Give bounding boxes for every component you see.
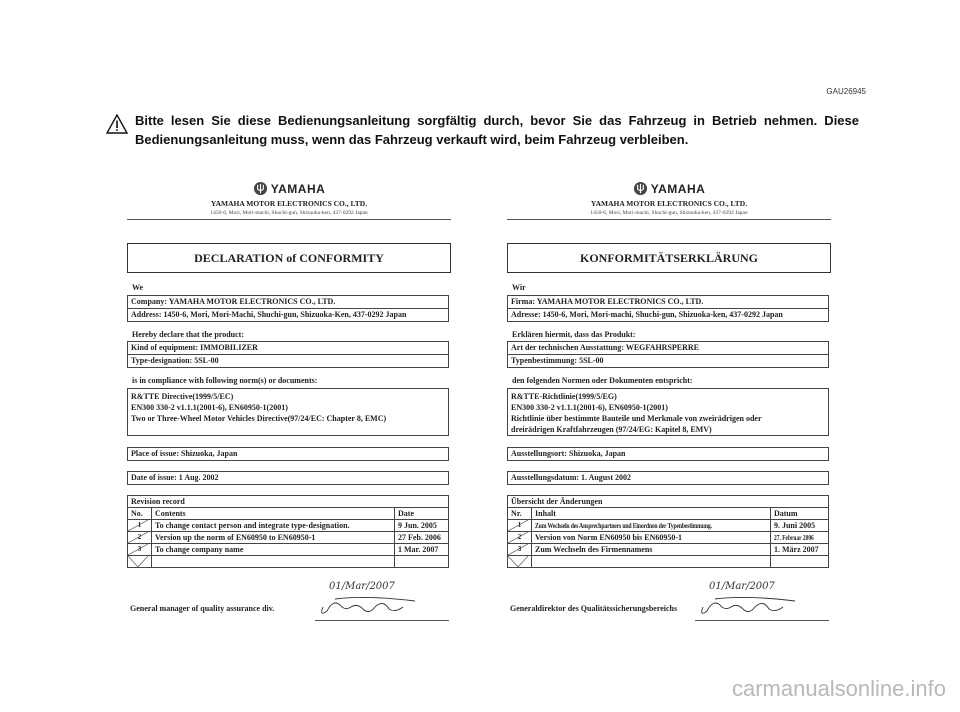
- kind-line: Art der technischen Ausstattung: WEGFAHRSPERRE: [508, 342, 828, 355]
- declaration-panel-english: [127, 180, 451, 620]
- place-of-issue: Ausstellungsort: Shizuoka, Japan: [511, 449, 626, 458]
- compliance-label: den folgenden Normen oder Dokumenten entspricht:: [512, 376, 693, 385]
- revision-table: [507, 495, 829, 568]
- norms-box: [127, 388, 449, 436]
- table-row-empty: [508, 556, 829, 568]
- place-box: [507, 447, 829, 461]
- header-date: Date: [395, 508, 449, 520]
- header-no: No.: [128, 508, 152, 520]
- date-box: [507, 471, 829, 485]
- header-no: Nr.: [508, 508, 532, 520]
- company-line: Firma: YAMAHA MOTOR ELECTRONICS CO., LTD.: [508, 296, 828, 309]
- warning-icon: [106, 114, 128, 134]
- company-line: Company: YAMAHA MOTOR ELECTRONICS CO., LTD.: [128, 296, 448, 309]
- date-box: [127, 471, 449, 485]
- handwritten-date: 01/Mar/2007: [709, 581, 775, 592]
- header-contents: Inhalt: [532, 508, 771, 520]
- row-number: 1: [517, 521, 522, 529]
- signatory-title: General manager of quality assurance div.: [130, 604, 275, 613]
- place-of-issue: Place of issue: Shizuoka, Japan: [131, 449, 238, 458]
- row-number: 2: [517, 533, 522, 541]
- logo-text: YAMAHA: [650, 181, 706, 196]
- table-row: [128, 532, 449, 544]
- row-number: 3: [137, 545, 142, 553]
- row-number: 1: [137, 521, 142, 529]
- row-number: 2: [137, 533, 142, 541]
- handwritten-date: 01/Mar/2007: [329, 581, 395, 592]
- declaration-title: KONFORMITÄTSERKLÄRUNG: [507, 243, 831, 273]
- company-box: [507, 295, 829, 322]
- norm-item: dreirädrigen Kraftfahrzeugen (97/24/EG: Kapitel 8, EMV): [511, 425, 712, 434]
- company-address: 1450-6, Mori, Mori-machi, Shuchi-gun, Shizuoka-ken, 437-0292 Japan: [590, 210, 748, 216]
- norms-list: [128, 389, 448, 426]
- table-row: [508, 520, 829, 532]
- norm-item: Richtlinie über bestimmte Bauteile und Merkmale von zweirädrigen oder: [511, 414, 762, 423]
- signature-line: [315, 620, 449, 621]
- row-contents: Zum Wechseln des Firmennamens: [532, 544, 771, 556]
- safety-notice: Bitte lesen Sie diese Bedienungsanleitung sorgfältig durch, bevor Sie das Fahrzeug in Betrieb nehmen. Diese Bedienungsanleitung muss, wenn das Fahrzeug verkauft wird, beim Fahrzeug verbleiben.: [135, 113, 859, 147]
- company-address: 1450-6, Mori, Mori-machi, Shuchi-gun, Shizuoka-ken, 437-0292 Japan: [210, 210, 368, 216]
- row-date: 1 Mar. 2007: [395, 544, 449, 556]
- revision-table: [127, 495, 449, 568]
- header-divider: [507, 219, 831, 220]
- table-row: [128, 544, 449, 556]
- compliance-label: is in compliance with following norm(s) or documents:: [132, 376, 318, 385]
- signature-line: [695, 620, 829, 621]
- revision-header-row: [128, 508, 449, 520]
- row-number: 3: [517, 545, 522, 553]
- norm-item: Two or Three-Wheel Motor Vehicles Directive(97/24/EC: Chapter 8, EMC): [131, 414, 387, 423]
- norm-item: R&TTE Directive(1999/5/EC): [131, 392, 234, 401]
- norm-item: EN300 330-2 v1.1.1(2001-6), EN60950-1(2001): [131, 403, 288, 412]
- logo-text: YAMAHA: [270, 181, 326, 196]
- type-line: Type-designation: 5SL-00: [131, 356, 219, 365]
- table-row: [508, 544, 829, 556]
- address-line: Address: 1450-6, Mori, Mori-Machi, Shuchi-gun, Shizuoka-Ken, 437-0292 Japan: [131, 310, 407, 319]
- row-date: 9 Jun. 2005: [395, 520, 449, 532]
- product-box: [127, 341, 449, 368]
- row-date: 9. Juni 2005: [770, 520, 828, 532]
- address-line: Adresse: 1450-6, Mori, Mori-machi, Shuchi-gun, Shizuoka-ken, 437-0292 Japan: [511, 310, 783, 319]
- declaration-title: DECLARATION of CONFORMITY: [127, 243, 451, 273]
- handwritten-signature: [305, 577, 445, 621]
- hereby-label: Hereby declare that the product:: [132, 330, 244, 339]
- row-contents: Version von Norm EN60950 bis EN60950-1: [532, 532, 771, 544]
- company-name: YAMAHA MOTOR ELECTRONICS CO., LTD.: [210, 199, 368, 208]
- revision-title: Revision record: [128, 496, 449, 508]
- yamaha-logo: [507, 181, 831, 196]
- norm-item: EN300 330-2 v1.1.1(2001-6), EN60950-1(2001): [511, 403, 668, 412]
- we-label: We: [132, 283, 144, 292]
- product-box: [507, 341, 829, 368]
- row-contents: To change contact person and integrate type-designation.: [152, 520, 395, 532]
- row-contents: Zum Wechseln des Ansprechpartners und Einordnen der Typenbestimmung.: [535, 522, 712, 530]
- norms-list: [508, 389, 828, 437]
- document-code: GAU26945: [826, 87, 866, 96]
- type-line: Typenbestimmung: 5SL-00: [511, 356, 604, 365]
- tuning-fork-emblem-icon: [253, 181, 268, 196]
- date-of-issue: Date of issue: 1 Aug. 2002: [131, 473, 219, 482]
- company-name: YAMAHA MOTOR ELECTRONICS CO., LTD.: [590, 199, 748, 208]
- kind-line: Kind of equipment: IMMOBILIZER: [128, 342, 448, 355]
- place-box: [127, 447, 449, 461]
- watermark: carmanualsonline.info: [731, 676, 946, 701]
- row-date: 27 Feb. 2006: [395, 532, 449, 544]
- revision-title-row: [128, 496, 449, 508]
- table-row-empty: [128, 556, 449, 568]
- row-contents: To change company name: [152, 544, 395, 556]
- norm-item: R&TTE-Richtlinie(1999/5/EG): [511, 392, 617, 401]
- signatory-title: Generaldirektor des Qualitätssicherungsbereichs: [510, 604, 678, 613]
- table-row: [128, 520, 449, 532]
- revision-title: Übersicht der Änderungen: [508, 496, 829, 508]
- company-box: [127, 295, 449, 322]
- row-date: 1. März 2007: [770, 544, 828, 556]
- declaration-panel-german: [507, 180, 831, 620]
- header-divider: [127, 219, 451, 220]
- row-date: 27. Februar 2006: [773, 534, 814, 542]
- yamaha-logo: [127, 181, 451, 196]
- tuning-fork-emblem-icon: [633, 181, 648, 196]
- row-contents: Version up the norm of EN60950 to EN60950-1: [152, 532, 395, 544]
- revision-title-row: [508, 496, 829, 508]
- date-of-issue: Ausstellungsdatum: 1. August 2002: [511, 473, 632, 482]
- header-contents: Contents: [152, 508, 395, 520]
- norms-box: [507, 388, 829, 436]
- we-label: Wir: [512, 283, 526, 292]
- revision-header-row: [508, 508, 829, 520]
- table-row: [508, 532, 829, 544]
- hereby-label: Erklären hiermit, dass das Produkt:: [512, 330, 636, 339]
- handwritten-signature: [685, 577, 825, 621]
- header-date: Datum: [770, 508, 828, 520]
